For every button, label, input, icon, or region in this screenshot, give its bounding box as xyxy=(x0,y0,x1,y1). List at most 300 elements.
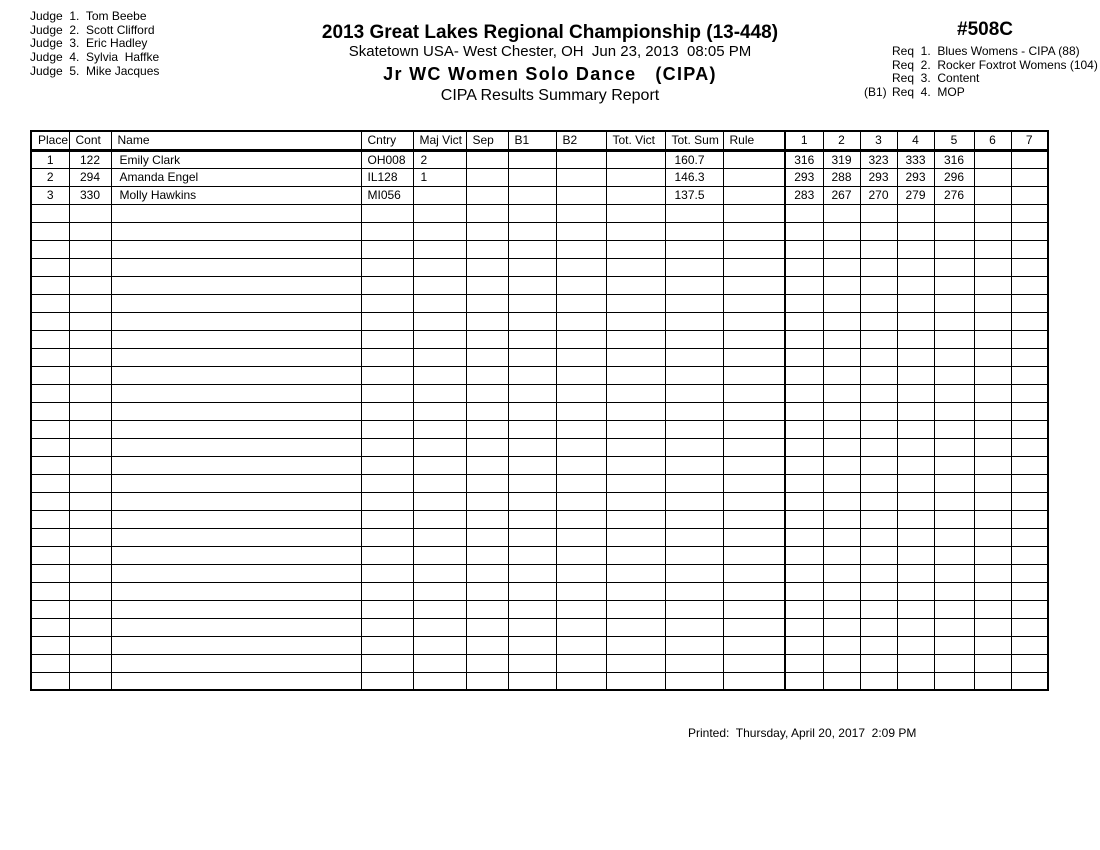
empty-row xyxy=(31,294,1048,312)
cell-j3 xyxy=(860,546,897,564)
cell-j3 xyxy=(860,618,897,636)
cell-j3 xyxy=(860,510,897,528)
cell-sep xyxy=(466,510,508,528)
cell-b2 xyxy=(556,618,606,636)
cell-place xyxy=(31,528,69,546)
cell-name xyxy=(111,528,361,546)
cell-maj_vict xyxy=(413,510,466,528)
cell-sep xyxy=(466,294,508,312)
cell-rule xyxy=(723,564,785,582)
cell-j1 xyxy=(785,564,823,582)
empty-row xyxy=(31,600,1048,618)
cell-sep xyxy=(466,564,508,582)
cell-tot_vict xyxy=(606,348,665,366)
printed-timestamp: Printed: Thursday, April 20, 2017 2:09 PM xyxy=(688,726,917,740)
cell-maj_vict xyxy=(413,276,466,294)
cell-j6 xyxy=(974,546,1011,564)
cell-j7 xyxy=(1011,186,1048,204)
cell-j7 xyxy=(1011,204,1048,222)
cell-tot_vict xyxy=(606,438,665,456)
cell-j6 xyxy=(974,420,1011,438)
requirement-text: Req 3. Content xyxy=(892,71,980,86)
cell-b2 xyxy=(556,510,606,528)
cell-b2 xyxy=(556,330,606,348)
cell-j4 xyxy=(897,654,934,672)
empty-row xyxy=(31,402,1048,420)
cell-j2 xyxy=(823,636,860,654)
cell-tot_sum xyxy=(665,258,723,276)
cell-j1 xyxy=(785,330,823,348)
cell-j3 xyxy=(860,204,897,222)
cell-rule xyxy=(723,330,785,348)
cell-b2 xyxy=(556,402,606,420)
empty-row xyxy=(31,258,1048,276)
cell-j6 xyxy=(974,366,1011,384)
cell-name xyxy=(111,240,361,258)
cell-j2 xyxy=(823,222,860,240)
cell-b2 xyxy=(556,312,606,330)
cell-j7 xyxy=(1011,528,1048,546)
cell-j2 xyxy=(823,492,860,510)
cell-tot_sum xyxy=(665,474,723,492)
cell-j1 xyxy=(785,528,823,546)
cell-cntry: IL128 xyxy=(361,168,413,186)
cell-j7 xyxy=(1011,564,1048,582)
cell-j7 xyxy=(1011,582,1048,600)
cell-name xyxy=(111,474,361,492)
cell-j2 xyxy=(823,564,860,582)
cell-cntry xyxy=(361,600,413,618)
cell-tot_sum xyxy=(665,348,723,366)
cell-cntry xyxy=(361,312,413,330)
event-info-block xyxy=(864,20,1100,100)
cell-cont xyxy=(69,330,111,348)
cell-j4 xyxy=(897,474,934,492)
cell-b1 xyxy=(508,492,556,510)
cell-cntry xyxy=(361,294,413,312)
empty-row xyxy=(31,276,1048,294)
cell-j7 xyxy=(1011,150,1048,168)
cell-j4 xyxy=(897,276,934,294)
cell-sep xyxy=(466,420,508,438)
cell-tot_vict xyxy=(606,510,665,528)
cell-j5 xyxy=(934,204,974,222)
cell-place xyxy=(31,402,69,420)
cell-name xyxy=(111,384,361,402)
cell-j4 xyxy=(897,312,934,330)
cell-j3 xyxy=(860,258,897,276)
cell-cont xyxy=(69,348,111,366)
cell-b2 xyxy=(556,348,606,366)
cell-j2 xyxy=(823,402,860,420)
column-header-j7: 7 xyxy=(1011,131,1048,150)
cell-b1 xyxy=(508,150,556,168)
cell-sep xyxy=(466,402,508,420)
empty-row xyxy=(31,672,1048,690)
column-header-place: Place xyxy=(31,131,69,150)
cell-cntry xyxy=(361,546,413,564)
cell-j5: 296 xyxy=(934,168,974,186)
cell-j7 xyxy=(1011,546,1048,564)
cell-cont xyxy=(69,204,111,222)
cell-b2 xyxy=(556,564,606,582)
cell-cont: 122 xyxy=(69,150,111,168)
cell-name xyxy=(111,456,361,474)
cell-cntry xyxy=(361,672,413,690)
cell-tot_vict xyxy=(606,492,665,510)
requirement-item xyxy=(864,72,1100,86)
cell-j1 xyxy=(785,366,823,384)
cell-maj_vict xyxy=(413,546,466,564)
cell-maj_vict xyxy=(413,186,466,204)
cell-b1 xyxy=(508,672,556,690)
cell-j2 xyxy=(823,672,860,690)
empty-row xyxy=(31,474,1048,492)
cell-cntry xyxy=(361,384,413,402)
cell-sep xyxy=(466,150,508,168)
cell-cntry xyxy=(361,204,413,222)
cell-j7 xyxy=(1011,438,1048,456)
empty-row xyxy=(31,330,1048,348)
results-table-header-row xyxy=(31,131,1048,150)
cell-tot_vict xyxy=(606,456,665,474)
cell-j3 xyxy=(860,528,897,546)
column-header-j4: 4 xyxy=(897,131,934,150)
cell-j5 xyxy=(934,420,974,438)
cell-tot_sum xyxy=(665,438,723,456)
cell-j1 xyxy=(785,510,823,528)
cell-place xyxy=(31,564,69,582)
cell-j7 xyxy=(1011,312,1048,330)
cell-j5 xyxy=(934,258,974,276)
cell-rule xyxy=(723,654,785,672)
cell-name xyxy=(111,402,361,420)
requirement-item xyxy=(864,45,1100,59)
cell-cntry xyxy=(361,492,413,510)
cell-cont xyxy=(69,564,111,582)
cell-j5 xyxy=(934,546,974,564)
cell-place xyxy=(31,258,69,276)
cell-tot_vict xyxy=(606,204,665,222)
cell-j5 xyxy=(934,348,974,366)
cell-j6 xyxy=(974,168,1011,186)
championship-title: 2013 Great Lakes Regional Championship (13-448) xyxy=(321,22,779,43)
cell-tot_vict xyxy=(606,528,665,546)
cell-tot_vict xyxy=(606,402,665,420)
cell-cntry: OH008 xyxy=(361,150,413,168)
cell-sep xyxy=(466,258,508,276)
cell-maj_vict xyxy=(413,312,466,330)
empty-row xyxy=(31,618,1048,636)
cell-tot_sum xyxy=(665,240,723,258)
requirement-item xyxy=(864,59,1100,73)
cell-rule xyxy=(723,492,785,510)
cell-j4 xyxy=(897,402,934,420)
cell-j3 xyxy=(860,276,897,294)
cell-rule xyxy=(723,276,785,294)
cell-j6 xyxy=(974,240,1011,258)
cell-tot_sum: 137.5 xyxy=(665,186,723,204)
cell-j7 xyxy=(1011,168,1048,186)
cell-j2 xyxy=(823,294,860,312)
cell-rule xyxy=(723,402,785,420)
cell-tot_sum xyxy=(665,330,723,348)
cell-j6 xyxy=(974,456,1011,474)
cell-b2 xyxy=(556,258,606,276)
column-header-tot_sum: Tot. Sum xyxy=(665,131,723,150)
cell-j1 xyxy=(785,654,823,672)
column-header-name: Name xyxy=(111,131,361,150)
cell-place xyxy=(31,618,69,636)
cell-cntry xyxy=(361,348,413,366)
cell-tot_sum xyxy=(665,294,723,312)
cell-tot_sum xyxy=(665,546,723,564)
cell-b1 xyxy=(508,510,556,528)
cell-j7 xyxy=(1011,294,1048,312)
cell-j5 xyxy=(934,456,974,474)
cell-maj_vict xyxy=(413,366,466,384)
cell-j6 xyxy=(974,636,1011,654)
cell-j2 xyxy=(823,438,860,456)
cell-cont xyxy=(69,654,111,672)
cell-tot_sum xyxy=(665,312,723,330)
cell-cont xyxy=(69,600,111,618)
cell-j4 xyxy=(897,582,934,600)
cell-cntry xyxy=(361,654,413,672)
cell-place xyxy=(31,546,69,564)
cell-cntry xyxy=(361,456,413,474)
cell-place xyxy=(31,582,69,600)
cell-maj_vict xyxy=(413,564,466,582)
cell-j1 xyxy=(785,276,823,294)
cell-j1 xyxy=(785,258,823,276)
cell-tot_vict xyxy=(606,636,665,654)
empty-row xyxy=(31,546,1048,564)
cell-j4 xyxy=(897,330,934,348)
cell-b2 xyxy=(556,528,606,546)
cell-name xyxy=(111,348,361,366)
cell-j3 xyxy=(860,330,897,348)
cell-maj_vict xyxy=(413,582,466,600)
cell-j4 xyxy=(897,492,934,510)
cell-j4 xyxy=(897,546,934,564)
cell-tot_sum xyxy=(665,492,723,510)
cell-cntry xyxy=(361,564,413,582)
column-header-j5: 5 xyxy=(934,131,974,150)
result-row xyxy=(31,186,1048,204)
cell-sep xyxy=(466,636,508,654)
cell-b1 xyxy=(508,618,556,636)
cell-j3 xyxy=(860,402,897,420)
cell-name xyxy=(111,672,361,690)
cell-name: Amanda Engel xyxy=(111,168,361,186)
cell-place xyxy=(31,600,69,618)
result-row xyxy=(31,168,1048,186)
cell-tot_vict xyxy=(606,222,665,240)
column-header-tot_vict: Tot. Vict xyxy=(606,131,665,150)
cell-place xyxy=(31,474,69,492)
cell-cont xyxy=(69,402,111,420)
column-header-b1: B1 xyxy=(508,131,556,150)
cell-j7 xyxy=(1011,330,1048,348)
cell-place xyxy=(31,240,69,258)
cell-j6 xyxy=(974,564,1011,582)
cell-tot_sum xyxy=(665,510,723,528)
cell-j6 xyxy=(974,276,1011,294)
cell-j6 xyxy=(974,618,1011,636)
cell-tot_vict xyxy=(606,276,665,294)
cell-rule xyxy=(723,546,785,564)
column-header-sep: Sep xyxy=(466,131,508,150)
cell-j6 xyxy=(974,186,1011,204)
empty-row xyxy=(31,654,1048,672)
cell-j3 xyxy=(860,348,897,366)
cell-j2 xyxy=(823,240,860,258)
cell-rule xyxy=(723,420,785,438)
cell-j7 xyxy=(1011,276,1048,294)
cell-tot_vict xyxy=(606,564,665,582)
cell-j1 xyxy=(785,546,823,564)
cell-cont xyxy=(69,312,111,330)
cell-tot_vict xyxy=(606,240,665,258)
cell-j4 xyxy=(897,240,934,258)
cell-b2 xyxy=(556,204,606,222)
cell-j5 xyxy=(934,564,974,582)
cell-maj_vict xyxy=(413,600,466,618)
cell-j2 xyxy=(823,510,860,528)
empty-row xyxy=(31,420,1048,438)
cell-j6 xyxy=(974,222,1011,240)
cell-j5 xyxy=(934,240,974,258)
cell-tot_vict xyxy=(606,186,665,204)
cell-tot_sum xyxy=(665,582,723,600)
cell-name xyxy=(111,438,361,456)
cell-j5 xyxy=(934,672,974,690)
cell-j5 xyxy=(934,402,974,420)
cell-b1 xyxy=(508,222,556,240)
cell-j6 xyxy=(974,510,1011,528)
cell-b1 xyxy=(508,384,556,402)
cell-j7 xyxy=(1011,366,1048,384)
cell-cont xyxy=(69,492,111,510)
empty-row xyxy=(31,312,1048,330)
cell-j7 xyxy=(1011,348,1048,366)
cell-cntry xyxy=(361,402,413,420)
cell-j7 xyxy=(1011,510,1048,528)
cell-j5 xyxy=(934,582,974,600)
cell-j3 xyxy=(860,222,897,240)
cell-j6 xyxy=(974,600,1011,618)
requirement-item xyxy=(864,86,1100,100)
cell-tot_sum xyxy=(665,366,723,384)
cell-cont xyxy=(69,546,111,564)
cell-b2 xyxy=(556,654,606,672)
cell-b2 xyxy=(556,546,606,564)
cell-j3 xyxy=(860,312,897,330)
cell-sep xyxy=(466,528,508,546)
requirement-prefix xyxy=(864,72,892,86)
column-header-j1: 1 xyxy=(785,131,823,150)
cell-place xyxy=(31,204,69,222)
cell-b2 xyxy=(556,366,606,384)
cell-tot_vict xyxy=(606,654,665,672)
cell-name xyxy=(111,582,361,600)
cell-place xyxy=(31,312,69,330)
cell-j5 xyxy=(934,222,974,240)
cell-j7 xyxy=(1011,258,1048,276)
cell-cont xyxy=(69,222,111,240)
cell-rule xyxy=(723,474,785,492)
cell-maj_vict xyxy=(413,438,466,456)
cell-place xyxy=(31,492,69,510)
cell-maj_vict xyxy=(413,420,466,438)
cell-sep xyxy=(466,330,508,348)
cell-b2 xyxy=(556,636,606,654)
cell-j4 xyxy=(897,294,934,312)
cell-sep xyxy=(466,186,508,204)
cell-j1 xyxy=(785,438,823,456)
cell-sep xyxy=(466,168,508,186)
cell-tot_sum xyxy=(665,636,723,654)
cell-cont xyxy=(69,366,111,384)
cell-j1 xyxy=(785,348,823,366)
cell-j1 xyxy=(785,672,823,690)
cell-j5: 276 xyxy=(934,186,974,204)
cell-rule xyxy=(723,186,785,204)
cell-j4 xyxy=(897,384,934,402)
cell-b1 xyxy=(508,186,556,204)
cell-j5 xyxy=(934,384,974,402)
venue-datetime: Skatetown USA- West Chester, OH Jun 23, 2013 08:05 PM xyxy=(348,43,752,60)
cell-cntry xyxy=(361,420,413,438)
cell-j4 xyxy=(897,204,934,222)
cell-b1 xyxy=(508,456,556,474)
cell-j7 xyxy=(1011,654,1048,672)
cell-sep xyxy=(466,474,508,492)
cell-j4 xyxy=(897,636,934,654)
cell-rule xyxy=(723,582,785,600)
cell-j6 xyxy=(974,348,1011,366)
cell-j1 xyxy=(785,474,823,492)
empty-row xyxy=(31,222,1048,240)
cell-name xyxy=(111,258,361,276)
cell-cont xyxy=(69,240,111,258)
cell-cont xyxy=(69,456,111,474)
cell-j4: 293 xyxy=(897,168,934,186)
cell-b2 xyxy=(556,456,606,474)
cell-b2 xyxy=(556,186,606,204)
cell-tot_sum xyxy=(665,420,723,438)
judge-item: Judge 1. Tom Beebe xyxy=(30,9,147,23)
cell-b1 xyxy=(508,294,556,312)
cell-tot_vict xyxy=(606,312,665,330)
cell-j3 xyxy=(860,366,897,384)
cell-tot_sum xyxy=(665,618,723,636)
cell-cont xyxy=(69,438,111,456)
cell-rule xyxy=(723,150,785,168)
column-header-cont: Cont xyxy=(69,131,111,150)
cell-b2 xyxy=(556,150,606,168)
cell-cont xyxy=(69,384,111,402)
results-table-body xyxy=(31,150,1048,690)
cell-sep xyxy=(466,438,508,456)
requirement-prefix xyxy=(864,45,892,59)
cell-j6 xyxy=(974,528,1011,546)
cell-j4: 333 xyxy=(897,150,934,168)
cell-tot_sum xyxy=(665,654,723,672)
cell-j2 xyxy=(823,384,860,402)
cell-name xyxy=(111,546,361,564)
